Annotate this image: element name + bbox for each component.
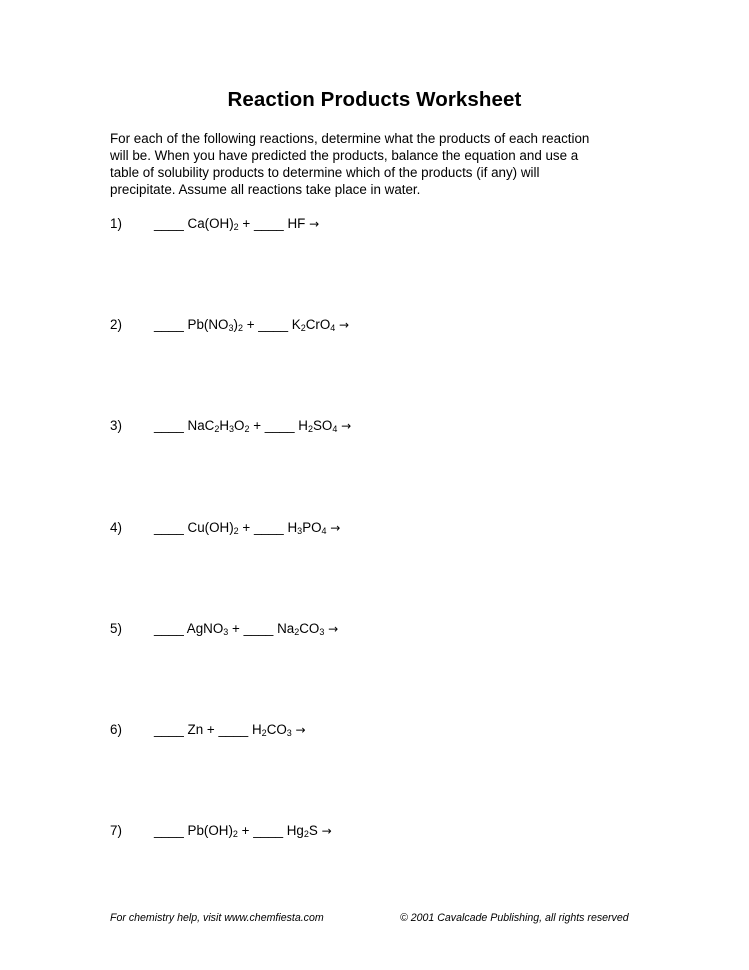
subscript: 3	[223, 627, 229, 637]
footer-help-link: For chemistry help, visit www.chemfiesta.com	[110, 912, 324, 924]
coefficient-blank: ____	[253, 520, 284, 535]
problem-5	[110, 619, 630, 639]
instructions-line: For each of the following reactions, determine what the products of each reaction	[110, 131, 590, 146]
reactant-formula: $H_2SO_4$	[298, 418, 338, 434]
subscript: 3	[297, 526, 303, 536]
page-title: Reaction Products Worksheet	[227, 88, 522, 111]
subscript: 2	[232, 829, 238, 839]
subscript: 2	[300, 323, 306, 333]
subscript: 3	[228, 323, 234, 333]
instructions	[110, 130, 650, 198]
reactant-formula: $K_2CrO_4$	[291, 317, 336, 333]
reaction-equation	[154, 518, 340, 538]
coefficient-blank: ____	[154, 418, 184, 433]
reaction-equation	[154, 821, 332, 841]
reactant-formula: $Ca(OH)_2$	[187, 216, 239, 232]
problem-number: 5)	[110, 621, 122, 636]
plus-sign: +	[241, 823, 250, 838]
coefficient-blank: ____	[243, 621, 274, 636]
subscript: 2	[303, 829, 309, 839]
subscript: 3	[319, 627, 325, 637]
reaction-arrow-icon: →	[339, 318, 350, 332]
coefficient-blank: ____	[218, 722, 249, 737]
problem-4	[110, 518, 630, 538]
plus-sign: +	[206, 722, 215, 737]
coefficient-blank: ____	[154, 823, 184, 838]
subscript: 3	[229, 424, 235, 434]
reaction-equation	[154, 416, 351, 436]
problem-3	[110, 416, 630, 436]
problem-number: 7)	[110, 823, 122, 838]
reactant-formula: $Cu(OH)_2$	[187, 520, 239, 536]
problem-6	[110, 720, 630, 740]
subscript: 4	[332, 424, 338, 434]
problem-number: 3)	[110, 418, 122, 433]
plus-sign: +	[253, 418, 262, 433]
coefficient-blank: ____	[253, 823, 284, 838]
plus-sign: +	[242, 216, 251, 231]
reaction-arrow-icon: →	[330, 521, 341, 535]
subscript: 3	[286, 728, 292, 738]
reaction-equation	[154, 619, 338, 639]
subscript: 2	[307, 424, 313, 434]
reactant-formula: $Na_2CO_3$	[277, 621, 325, 637]
reactant-formula: HF	[287, 216, 306, 231]
subscript: 2	[233, 222, 239, 232]
subscript: 2	[244, 424, 250, 434]
reaction-equation	[154, 214, 319, 234]
reactant-formula: $NaC_2H_3O_2$	[187, 418, 250, 434]
reaction-equation	[154, 315, 349, 335]
reaction-equation	[154, 720, 306, 740]
problem-number: 4)	[110, 520, 122, 535]
coefficient-blank: ____	[154, 722, 184, 737]
reaction-arrow-icon: →	[309, 217, 320, 231]
subscript: 4	[321, 526, 327, 536]
subscript: 4	[330, 323, 336, 333]
coefficient-blank: ____	[258, 317, 289, 332]
reactant-formula: $Hg_2S$	[286, 823, 318, 839]
problem-number: 1)	[110, 216, 122, 231]
subscript: 2	[294, 627, 300, 637]
instructions-line: will be. When you have predicted the products, balance the equation and use a	[110, 148, 579, 163]
reaction-arrow-icon: →	[321, 824, 332, 838]
problem-number: 6)	[110, 722, 122, 737]
instructions-line: precipitate. Assume all reactions take place in water.	[110, 182, 421, 197]
plus-sign: +	[246, 317, 255, 332]
plus-sign: +	[232, 621, 240, 636]
problem-7	[110, 821, 630, 841]
reactant-formula: AgNO$_3$	[186, 621, 229, 637]
instructions-line: table of solubility products to determine which of the products (if any) will	[110, 165, 540, 180]
subscript: 2	[233, 526, 239, 536]
reactant-formula: Zn	[187, 722, 204, 737]
subscript: 2	[261, 728, 267, 738]
coefficient-blank: ____	[154, 621, 184, 636]
coefficient-blank: ____	[154, 216, 184, 231]
subscript: 2	[237, 323, 243, 333]
coefficient-blank: ____	[264, 418, 295, 433]
problem-number: 2)	[110, 317, 122, 332]
footer-copyright: © 2001 Cavalcade Publishing, all rights reserved	[400, 912, 629, 924]
subscript: 2	[214, 424, 220, 434]
reaction-arrow-icon: →	[328, 622, 339, 636]
problem-2	[110, 315, 630, 335]
coefficient-blank: ____	[154, 520, 184, 535]
coefficient-blank: ____	[154, 317, 184, 332]
problem-1	[110, 214, 630, 234]
reaction-arrow-icon: →	[295, 723, 306, 737]
reactant-formula: $Pb(OH)_2$	[187, 823, 238, 839]
reactant-formula: $Pb(NO_3)_2$	[187, 317, 243, 333]
reactant-formula: $H_2CO_3$	[252, 722, 292, 738]
coefficient-blank: ____	[253, 216, 284, 231]
plus-sign: +	[242, 520, 251, 535]
reactant-formula: $H_3PO_4$	[287, 520, 327, 536]
reaction-arrow-icon: →	[341, 419, 352, 433]
